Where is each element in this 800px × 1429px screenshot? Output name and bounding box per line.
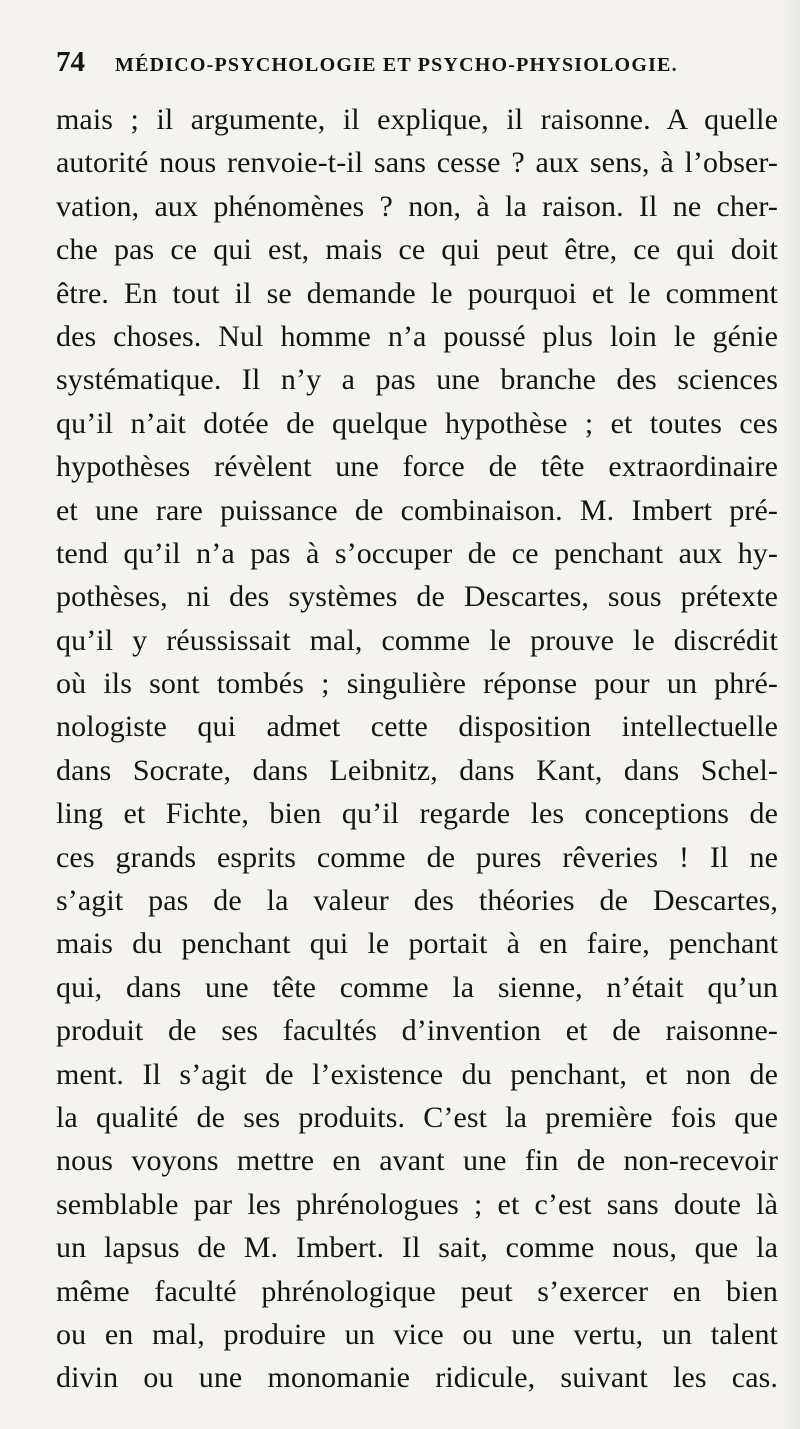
text-line: pothèses, ni des systèmes de Descartes, sous prétexte	[56, 580, 778, 614]
body-text	[56, 98, 778, 1400]
text-line: hypothèses révèlent une force de tête extraordinaire	[56, 450, 778, 484]
text-line: s’agit pas de la valeur des théories de Descartes,	[56, 884, 778, 918]
text-line: produit de ses facultés d’invention et de raisonne-	[56, 1014, 778, 1048]
text-line: où ils sont tombés ; singulière réponse pour un phré-	[56, 667, 778, 701]
text-line: che pas ce qui est, mais ce qui peut être, ce qui doit	[56, 233, 778, 267]
text-line: tend qu’il n’a pas à s’occuper de ce penchant aux hy-	[56, 536, 778, 570]
text-line: ment. Il s’agit de l’existence du penchant, et non de	[56, 1057, 778, 1091]
text-line: divin ou une monomanie ridicule, suivant les cas.	[56, 1361, 778, 1395]
text-line: et une rare puissance de combinaison. M. Imbert pré-	[56, 493, 778, 527]
text-line: ou en mal, produire un vice ou une vertu, un talent	[56, 1317, 778, 1351]
text-line: être. En tout il se demande le pourquoi et le comment	[56, 276, 778, 310]
page-edge-shadow	[782, 0, 800, 1429]
text-line: mais ; il argumente, il explique, il raisonne. A quelle	[56, 103, 778, 136]
text-line: mais du penchant qui le portait à en faire, penchant	[56, 927, 778, 961]
text-line: dans Socrate, dans Leibnitz, dans Kant, dans Schel-	[56, 753, 778, 787]
text-line: semblable par les phrénologues ; et c’est sans doute là	[56, 1187, 778, 1221]
text-line: systématique. Il n’y a pas une branche des sciences	[56, 363, 778, 397]
text-line: ces grands esprits comme de pures rêveries ! Il ne	[56, 840, 778, 874]
text-line: qu’il y réussissait mal, comme le prouve le discrédit	[56, 623, 778, 657]
text-line: autorité nous renvoie-t-il sans cesse ? aux sens, à l’obser-	[56, 146, 778, 180]
text-line: même faculté phrénologique peut s’exercer en bien	[56, 1274, 778, 1308]
text-line: la qualité de ses produits. C’est la première fois que	[56, 1100, 778, 1134]
page-header	[56, 46, 756, 82]
text-line: vation, aux phénomènes ? non, à la raison. Il ne cher-	[56, 189, 778, 223]
running-title: MÉDICO-PSYCHOLOGIE ET PSYCHO-PHYSIOLOGIE.	[115, 54, 678, 76]
text-line: un lapsus de M. Imbert. Il sait, comme nous, que la	[56, 1231, 778, 1265]
text-line: nous voyons mettre en avant une fin de non-recevoir	[56, 1144, 778, 1178]
text-line: ling et Fichte, bien qu’il regarde les conceptions de	[56, 797, 778, 831]
page-number: 74	[56, 46, 85, 78]
text-line: qu’il n’ait dotée de quelque hypothèse ; et toutes ces	[56, 406, 778, 440]
text-line: nologiste qui admet cette disposition intellectuelle	[56, 710, 778, 744]
text-line: qui, dans une tête comme la sienne, n’était qu’un	[56, 970, 778, 1004]
text-line: des choses. Nul homme n’a poussé plus loin le génie	[56, 319, 778, 353]
